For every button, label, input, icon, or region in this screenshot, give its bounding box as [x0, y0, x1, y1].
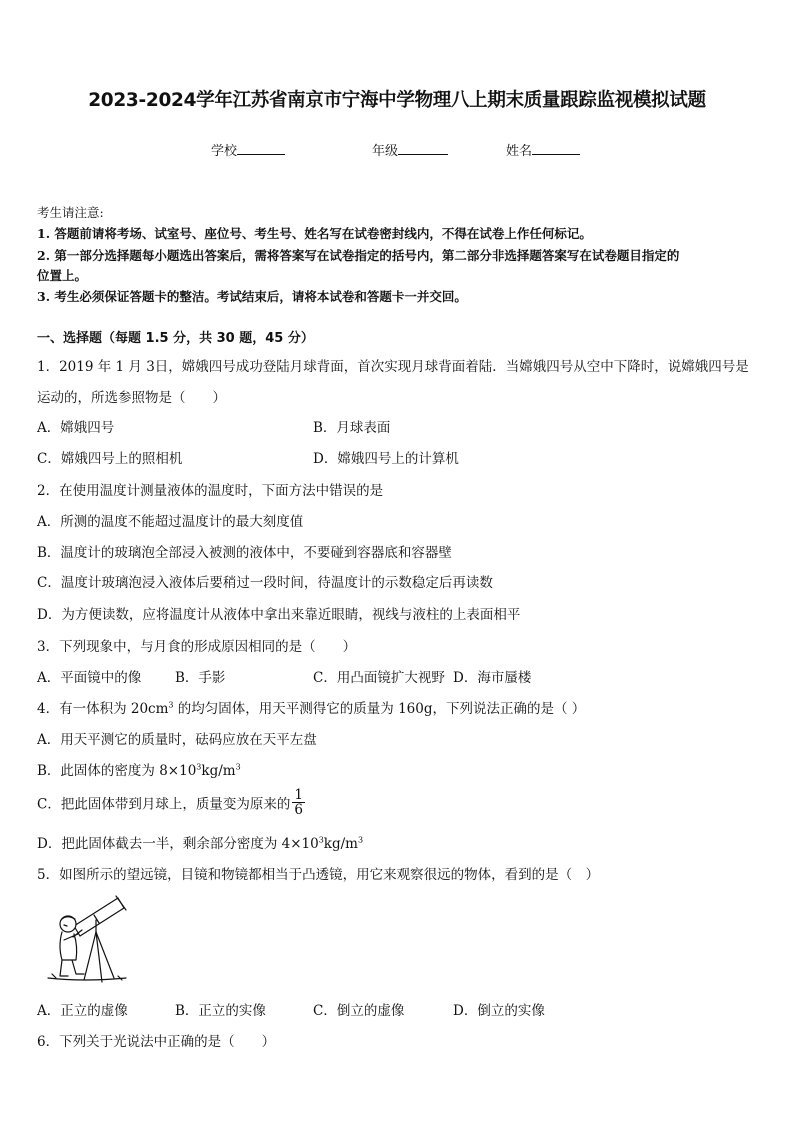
- notice-item-1: 1. 答题前请将考场、试室号、座位号、考生号、姓名写在试卷密封线内，不得在试卷上作任何标记。: [37, 226, 592, 241]
- section-heading: 一、选择题（每题 1.5 分，共 30 题，45 分）: [37, 331, 314, 346]
- q5-option-c: C．倒立的虚像: [313, 1003, 405, 1019]
- school-field: [211, 140, 285, 159]
- q5-stem: 5．如图所示的望远镜，目镜和物镜都相当于凸透镜，用它来观察很远的物体，看到的是（ ）: [37, 867, 600, 883]
- q4-option-a: A．用天平测它的质量时，砝码应放在天平左盘: [37, 732, 317, 748]
- school-label: 学校: [211, 144, 238, 159]
- q3-option-a: A．平面镜中的像: [37, 670, 142, 686]
- notice-item-3: 3. 考生必须保证答题卡的整洁。考试结束后，请将本试卷和答题卡一并交回。: [37, 289, 467, 304]
- q4-option-c: C．把此固体带到月球上，质量变为原来的 $\frac{1}{6}$: [37, 787, 303, 818]
- grade-blank[interactable]: [398, 142, 448, 155]
- q5-option-b: B．正立的实像: [175, 1003, 266, 1019]
- q1-stem-line1: 1．2019 年 1 月 3日，嫦娥四号成功登陆月球背面，首次实现月球背面着陆．当嫦娥四号从空中下降时，说嫦娥四号是: [37, 359, 749, 375]
- notice-item-2-cont: 位置上。: [37, 268, 88, 283]
- grade-field: [372, 140, 448, 159]
- name-blank[interactable]: [532, 142, 580, 155]
- q2-option-b: B．温度计的玻璃泡全部浸入被测的液体中，不要碰到容器底和容器壁: [37, 545, 452, 561]
- notice-item-2: 2. 第一部分选择题每小题选出答案后，需将答案写在试卷指定的括号内，第二部分非选择题答案写在试卷题目指定的: [37, 248, 680, 263]
- q2-option-c: C．温度计玻璃泡浸入液体后要稍过一段时间，待温度计的示数稳定后再读数: [37, 575, 493, 591]
- q1-option-a: A．嫦娥四号: [37, 420, 115, 436]
- q4-option-d: D．把此固体截去一半，剩余部分密度为 $4\times 10^3kg/m^3$: [37, 835, 364, 852]
- q3-option-d: D．海市蜃楼: [453, 670, 532, 686]
- notice-heading: 考生请注意:: [37, 205, 104, 220]
- fraction-one-sixth: $\frac{1}{6}$: [294, 787, 303, 818]
- q2-stem: 2．在使用温度计测量液体的温度时，下面方法中错误的是: [37, 483, 384, 499]
- q5-option-d: D．倒立的实像: [453, 1003, 545, 1019]
- name-field: [506, 140, 580, 159]
- grade-label: 年级: [372, 144, 399, 159]
- q1-option-c: C．嫦娥四号上的照相机: [37, 451, 183, 467]
- q3-stem: 3．下列现象中，与月食的形成原因相同的是（ ）: [37, 639, 357, 655]
- telescope-illustration: [44, 890, 130, 986]
- q1-option-b: B．月球表面: [313, 420, 391, 436]
- q1-option-d: D．嫦娥四号上的计算机: [313, 451, 459, 467]
- name-label: 姓名: [506, 144, 533, 159]
- q1-stem-line2: 运动的，所选参照物是（ ）: [37, 390, 226, 406]
- q3-option-c: C．用凸面镜扩大视野: [313, 670, 445, 686]
- q6-stem: 6．下列关于光说法中正确的是（ ）: [37, 1034, 276, 1050]
- page-title: 2023-2024学年江苏省南京市宁海中学物理八上期末质量跟踪监视模拟试题: [88, 90, 706, 111]
- school-blank[interactable]: [237, 142, 285, 155]
- q4-stem: 4．有一体积为 $20cm^3$ 的均匀固体，用天平测得它的质量为 160g，下列说法正确的是（ ）: [37, 700, 586, 717]
- q3-option-b: B．手影: [175, 670, 226, 686]
- q2-option-d: D．为方便读数，应将温度计从液体中拿出来靠近眼睛，视线与液柱的上表面相平: [37, 607, 521, 623]
- q2-option-a: A．所测的温度不能超过温度计的最大刻度值: [37, 514, 304, 530]
- q4-option-b: B．此固体的密度为 $8\times 10^3kg/m^3$: [37, 762, 241, 779]
- q5-option-a: A．正立的虚像: [37, 1003, 128, 1019]
